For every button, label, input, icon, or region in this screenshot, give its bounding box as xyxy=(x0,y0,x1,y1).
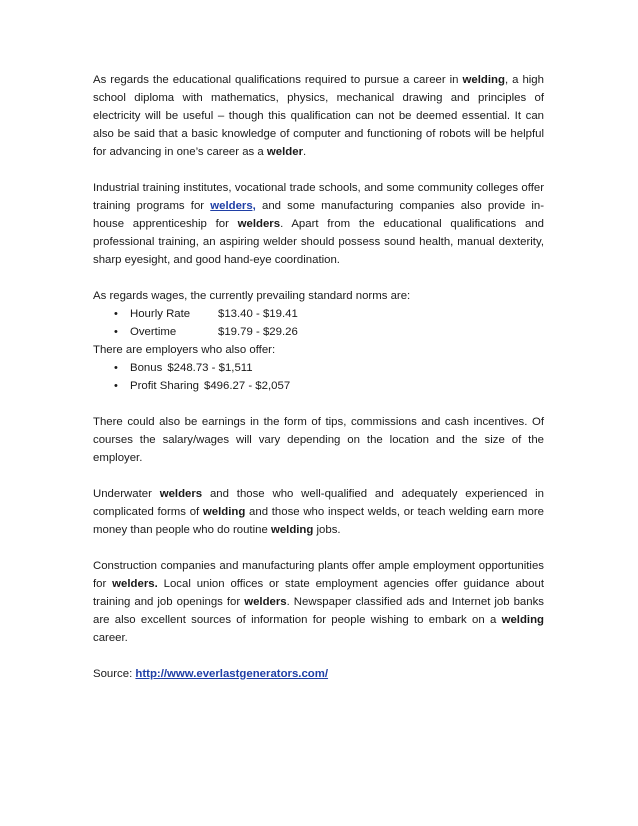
keyword-welding: welding xyxy=(462,74,505,86)
text: jobs. xyxy=(313,524,341,536)
list-item xyxy=(114,323,544,341)
extra-label: Bonus xyxy=(130,362,163,374)
text: and those who inspect welds, or teach welding earn more money than people who do routine xyxy=(93,506,544,536)
keyword-welders: welders. xyxy=(112,578,158,590)
extra-value: $496.27 - $2,057 xyxy=(204,380,291,392)
bullet-icon: • xyxy=(114,380,118,392)
keyword-welder: welder xyxy=(266,146,304,158)
paragraph-earnings: There could also be earnings in the form of tips, commissions and cash incentives. Of courses the salary/wages will vary depending on the location and the size of the employer. xyxy=(93,416,544,464)
list-item xyxy=(114,359,544,377)
list-item xyxy=(114,377,544,395)
text: Construction companies and manufacturing plants offer ample employment opportunities for xyxy=(93,560,544,590)
wage-label: Hourly Rate xyxy=(130,308,191,320)
wages-intro: As regards wages, the currently prevailing standard norms are: xyxy=(93,290,411,302)
bullet-icon: • xyxy=(114,326,118,338)
extra-value: $248.73 - $1,511 xyxy=(167,362,253,374)
text: Underwater xyxy=(93,488,160,500)
text: . xyxy=(303,146,307,158)
source-link[interactable]: http://www.everlastgenerators.com/ xyxy=(135,668,329,680)
keyword-welders: welders xyxy=(244,596,287,608)
text: and some manufacturing companies also provide in-house apprenticeship for xyxy=(93,200,544,230)
text: . Apart from the educational qualifications and professional training, an aspiring welder should possess sound health, manual dexterity, sharp eyesight, and good hand-eye coordination. xyxy=(93,218,544,266)
paragraph-employment xyxy=(93,557,544,647)
keyword-welders: welders xyxy=(237,218,281,230)
wage-value: $13.40 - $19.41 xyxy=(218,308,298,320)
text: Local union offices or state employment agencies offer guidance about training and job openings for xyxy=(93,578,545,608)
wage-label: Overtime xyxy=(130,326,177,338)
extras-list xyxy=(93,359,544,395)
source-line xyxy=(93,665,544,683)
paragraph-education xyxy=(93,71,544,161)
text: . Newspaper classified ads and Internet job banks are also excellent sources of information for people wishing to embark on a xyxy=(93,596,544,626)
keyword-welders: welders xyxy=(159,488,203,500)
extra-label: Profit Sharing xyxy=(130,380,200,392)
keyword-welding: welding xyxy=(202,506,246,518)
list-item xyxy=(114,305,544,323)
wage-value: $19.79 - $29.26 xyxy=(218,326,298,338)
source-label: Source: xyxy=(93,668,136,680)
text: and those who well-qualified and adequately experienced in complicated forms of xyxy=(93,488,544,518)
bullet-icon: • xyxy=(114,362,118,374)
wages-section xyxy=(93,287,544,395)
paragraph-underwater xyxy=(93,485,544,539)
keyword-welding: welding xyxy=(501,614,544,626)
bullet-icon: • xyxy=(114,308,118,320)
wages-list xyxy=(93,305,544,341)
text: Industrial training institutes, vocational trade schools, and some community colleges offer training programs for xyxy=(93,182,544,212)
welders-link[interactable]: welders, xyxy=(210,200,256,212)
text: , a high school diploma with mathematics, physics, mechanical drawing and principles of electricity will be useful – though this qualification can not be deemed essential. It can also be said that a basic knowledge of computer and functioning of robots will be helpful for advancing in one’s career as a xyxy=(93,74,544,158)
paragraph-training xyxy=(93,179,544,269)
employers-intro: There are employers who also offer: xyxy=(93,344,276,356)
keyword-welding: welding xyxy=(270,524,314,536)
text: As regards the educational qualifications required to pursue a career in xyxy=(93,74,463,86)
text: career. xyxy=(93,632,128,644)
